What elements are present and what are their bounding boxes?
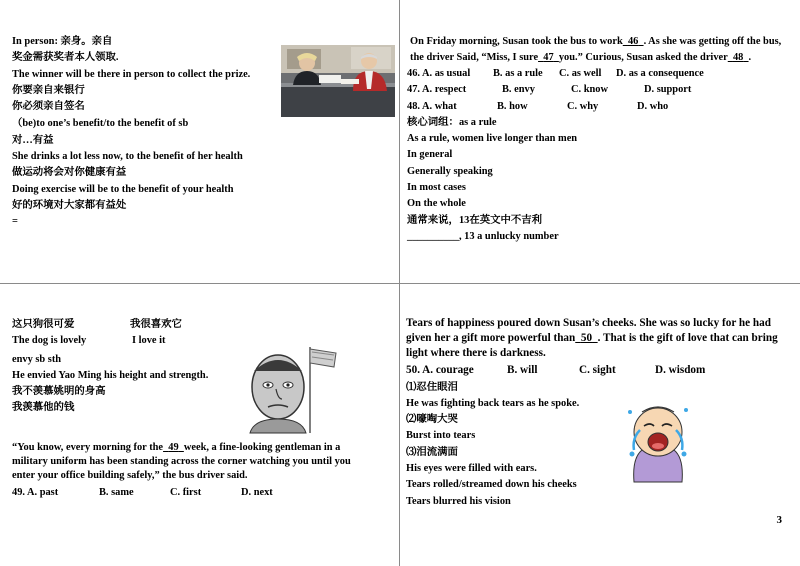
text-line: = [12,216,18,228]
text-line: Doing exercise will be to the benefit of your health [12,183,234,195]
caricature-illustration [240,341,340,437]
text-line: 通常来说，13在英文中不吉利 [407,214,543,226]
options-47: 47. A. respect B. envy C. know D. support [407,84,692,96]
text-line: ⑵嚎啕大哭 [406,414,458,426]
options-48: 48. A. what B. how C. why D. who [407,100,669,112]
text-line: Burst into tears [406,430,476,442]
text-line: 你要亲自来银行 [12,84,85,96]
crying-baby-cartoon [622,398,694,484]
blank-50: 50 [580,332,593,344]
blank-49: 49 [168,441,179,453]
blank-48: 48 [732,51,744,63]
text-row: The dog is lovely I love it [12,335,166,347]
text-line: 奖金需获奖者本人领取. [12,52,119,64]
text-line: __________, 13 a unlucky number [407,230,559,242]
text-line: 好的环境对大家都有益处 [12,199,127,211]
blank-47: 47 [543,51,554,63]
text-line: 对…有益 [12,134,54,146]
text-line: Generally speaking [407,165,493,177]
text-line: 我羡慕他的钱 [12,402,75,414]
options-50: 50. A. courage B. will C. sight D. wisdom [406,364,706,376]
text-line: （be)to one’s benefit/to the benefit of sb [12,118,189,130]
cloze-passage: “You know, every morning for the 49 week, a fine-looking gentleman in a military uniform has been standing across the corner watching you until you enter your office building safely,” the bus driver said. [12,441,351,482]
text-line: She drinks a lot less now, to the benefit of her health [12,151,243,163]
horizontal-divider [0,283,800,284]
text-line: 你必须亲自签名 [12,101,85,113]
text-line: On the whole [407,198,466,210]
text-line: In most cases [407,182,466,194]
text-line: His eyes were filled with ears. [406,462,537,474]
slide-2 [407,34,793,245]
text-line: As a rule, women live longer than men [407,133,578,145]
text-row: 这只狗很可爱 我很喜欢它 [12,319,182,330]
options-49: 49. A. past B. same C. first D. next [12,486,273,498]
options-46: 46. A. as usual B. as a rule C. as well D. as a consequence [407,68,704,79]
text-line: He was fighting back tears as he spoke. [406,397,580,409]
text-line: 核心词组：as a rule [407,116,497,128]
text-line: 做运动将会对你健康有益 [12,167,127,179]
text-line: 我不羡慕姚明的身高 [12,386,106,398]
text-line: The winner will be there in person to collect the prize. [12,68,251,80]
text-line: envy sb sth [12,353,62,365]
text-line: He envied Yao Ming his height and strength. [12,369,209,381]
text-line: ⑴忍住眼泪 [406,381,458,393]
cloze-passage: On Friday morning, Susan took the bus to work 46 . As she was getting off the bus, the driver Said, “Miss, I sure 47 you.” Curious, Susan asked the driver 48 . [410,36,782,63]
text-line: In person: 亲身。亲自 [12,36,113,47]
text-line: In general [407,149,453,161]
blank-46: 46 [627,36,639,47]
cloze-passage: Tears of happiness poured down Susan’s cheeks. She was so lucky for he had given her a gift more powerful than 50 . That is the gift of love that can bring light where there is darkness. [406,317,778,359]
text-line: Tears rolled/streamed down his cheeks [406,479,577,491]
text-line: ⑶泪流满面 [406,446,458,458]
bank-counter-photo [281,45,395,117]
slide-4 [406,316,792,510]
page-number: 3 [776,514,782,526]
text-line: Tears blurred his vision [406,495,511,507]
